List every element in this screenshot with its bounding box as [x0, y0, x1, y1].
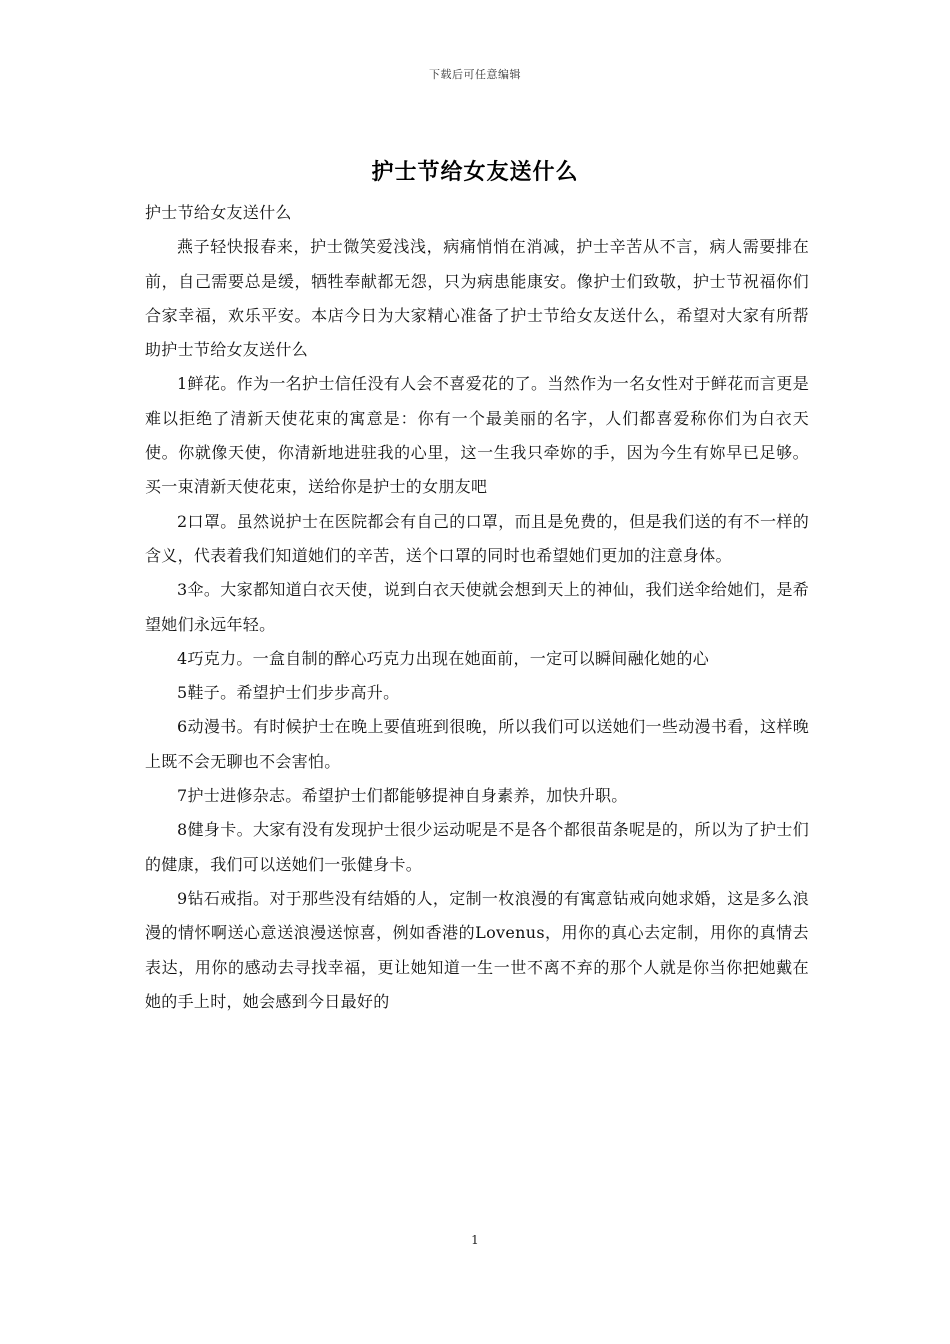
paragraph-item-mask: 2口罩。虽然说护士在医院都会有自己的口罩，而且是免费的，但是我们送的有不一样的含义，代表着我们知道她们的辛苦，送个口罩的同时也希望她们更加的注意身体。	[145, 511, 809, 565]
paragraph-item-magazine: 7护士进修杂志。希望护士们都能够提神自身素养，加快升职。	[177, 786, 628, 806]
paragraph-item-chocolate: 4巧克力。一盒自制的醉心巧克力出现在她面前，一定可以瞬间融化她的心	[177, 648, 710, 668]
paragraph-item-comics: 6动漫书。有时候护士在晚上要值班到很晚，所以我们可以送她们一些动漫书看，这样晚上既不会无聊也不会害怕。	[145, 717, 809, 771]
paragraph-item-flowers: 1鲜花。作为一名护士信任没有人会不喜爱花的了。当然作为一名女性对于鲜花而言更是难以拒绝了清新天使花束的寓意是：你有一个最美丽的名字，人们都喜爱称你们为白衣天使。你就像天使，你清新地进驻我的心里，这一生我只牵妳的手，因为今生有妳早已足够。买一束清新天使花束，送给你是护士的女朋友吧	[145, 374, 809, 497]
paragraph-intro: 燕子轻快报春来，护士微笑爱浅浅，病痛悄悄在消减，护士辛苦从不言，病人需要排在前，自己需要总是缓，牺牲奉献都无怨，只为病患能康安。像护士们致敬，护士节祝福你们合家幸福，欢乐平安。本店今日为大家精心准备了护士节给女友送什么，希望对大家有所帮助护士节给女友送什么	[145, 237, 809, 360]
page-number: 1	[471, 1233, 479, 1247]
header-note: 下载后可任意编辑	[429, 68, 521, 81]
paragraph-item-shoes: 5鞋子。希望护士们步步高升。	[177, 683, 400, 703]
document-body	[145, 196, 809, 1019]
paragraph-item-umbrella: 3伞。大家都知道白衣天使，说到白衣天使就会想到天上的神仙，我们送伞给她们，是希望她们永远年轻。	[145, 580, 809, 634]
paragraph-item-gym-card: 8健身卡。大家有没有发现护士很少运动呢是不是各个都很苗条呢是的，所以为了护士们的健康，我们可以送她们一张健身卡。	[145, 820, 809, 874]
document-title: 护士节给女友送什么	[371, 159, 579, 185]
subtitle-line: 护士节给女友送什么	[145, 203, 292, 222]
paragraph-item-diamond-ring: 9钻石戒指。对于那些没有结婚的人，定制一枚浪漫的有寓意钻戒向她求婚，这是多么浪漫的情怀啊送心意送浪漫送惊喜，例如香港的Lovenus，用你的真心去定制，用你的真情去表达，用你的感动去寻找幸福，更让她知道一生一世不离不弃的那个人就是你当你把她戴在她的手上时，她会感到今日最好的	[145, 888, 809, 1011]
